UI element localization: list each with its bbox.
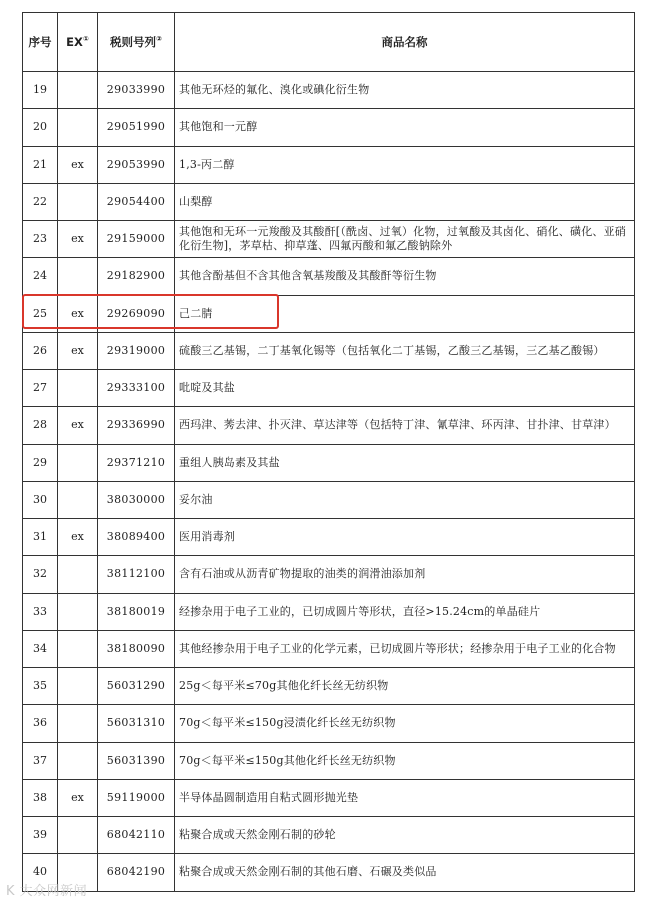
row-tariff-code: 29269090: [98, 295, 175, 332]
row-ex-flag: [58, 258, 98, 295]
row-commodity-name: 妥尔油: [175, 481, 635, 518]
table-row: [23, 109, 635, 146]
header-tariff-code: 税则号列②: [98, 13, 175, 72]
row-tariff-code: 56031390: [98, 742, 175, 779]
row-ex-flag: [58, 742, 98, 779]
header-ex: EX①: [58, 13, 98, 72]
row-ex-flag: [58, 183, 98, 220]
row-tariff-code: 29054400: [98, 183, 175, 220]
row-commodity-name: 半导体晶圆制造用自粘式圆形抛光垫: [175, 779, 635, 816]
table-row: [23, 370, 635, 407]
row-tariff-code: 29319000: [98, 332, 175, 369]
table-row: [23, 593, 635, 630]
row-serial-number: 26: [23, 332, 58, 369]
row-serial-number: 28: [23, 407, 58, 444]
row-ex-flag: ex: [58, 146, 98, 183]
row-commodity-name: 经掺杂用于电子工业的，已切成圆片等形状，直径>15.24cm的单晶硅片: [175, 593, 635, 630]
row-serial-number: 40: [23, 854, 58, 891]
row-tariff-code: 68042190: [98, 854, 175, 891]
table-row: [23, 444, 635, 481]
row-ex-flag: ex: [58, 519, 98, 556]
row-serial-number: 20: [23, 109, 58, 146]
row-commodity-name: 含有石油或从沥青矿物提取的油类的润滑油添加剂: [175, 556, 635, 593]
header-serial-number: 序号: [23, 13, 58, 72]
row-serial-number: 33: [23, 593, 58, 630]
table-header-row: [23, 13, 635, 72]
table-row: [23, 407, 635, 444]
row-ex-flag: [58, 556, 98, 593]
row-commodity-name: 硫酸三乙基锡，二丁基氧化锡等（包括氧化二丁基锡，乙酸三乙基锡，三乙基乙酸锡）: [175, 332, 635, 369]
row-tariff-code: 29336990: [98, 407, 175, 444]
row-ex-flag: ex: [58, 332, 98, 369]
row-commodity-name: 1,3-丙二醇: [175, 146, 635, 183]
row-serial-number: 38: [23, 779, 58, 816]
row-tariff-code: 29033990: [98, 72, 175, 109]
table-row: [23, 183, 635, 220]
row-serial-number: 39: [23, 817, 58, 854]
row-serial-number: 36: [23, 705, 58, 742]
row-serial-number: 19: [23, 72, 58, 109]
row-serial-number: 30: [23, 481, 58, 518]
row-tariff-code: 29159000: [98, 221, 175, 258]
row-ex-flag: ex: [58, 221, 98, 258]
row-commodity-name: 吡啶及其盐: [175, 370, 635, 407]
row-ex-flag: [58, 444, 98, 481]
row-serial-number: 32: [23, 556, 58, 593]
row-tariff-code: 38030000: [98, 481, 175, 518]
row-commodity-name: 70g＜每平米≤150g浸渍化纤长丝无纺织物: [175, 705, 635, 742]
row-serial-number: 27: [23, 370, 58, 407]
row-commodity-name: 粘聚合成或天然金刚石制的其他石磨、石碾及类似品: [175, 854, 635, 891]
table-row: [23, 817, 635, 854]
row-commodity-name: 西玛津、莠去津、扑灭津、草达津等（包括特丁津、氰草津、环丙津、甘扑津、甘草津）: [175, 407, 635, 444]
tariff-table: [22, 12, 635, 892]
row-commodity-name: 其他含酚基但不含其他含氧基羧酸及其酸酐等衍生物: [175, 258, 635, 295]
row-commodity-name: 其他无环烃的氟化、溴化或碘化衍生物: [175, 72, 635, 109]
header-ex-note: ①: [82, 35, 89, 44]
table-row-highlighted: [23, 295, 635, 332]
row-ex-flag: ex: [58, 779, 98, 816]
row-commodity-name: 医用消毒剂: [175, 519, 635, 556]
row-commodity-name: 粘聚合成或天然金刚石制的砂轮: [175, 817, 635, 854]
table-row: [23, 481, 635, 518]
row-ex-flag: [58, 72, 98, 109]
table-row: [23, 705, 635, 742]
row-ex-flag: [58, 705, 98, 742]
row-tariff-code: 56031290: [98, 668, 175, 705]
row-ex-flag: [58, 630, 98, 667]
row-ex-flag: [58, 109, 98, 146]
row-commodity-name: 25g＜每平米≤70g其他化纤长丝无纺织物: [175, 668, 635, 705]
row-tariff-code: 59119000: [98, 779, 175, 816]
table-row: [23, 146, 635, 183]
row-tariff-code: 29371210: [98, 444, 175, 481]
row-serial-number: 31: [23, 519, 58, 556]
row-serial-number: 34: [23, 630, 58, 667]
row-serial-number: 21: [23, 146, 58, 183]
row-tariff-code: 29053990: [98, 146, 175, 183]
row-tariff-code: 38180090: [98, 630, 175, 667]
row-commodity-name: 山梨醇: [175, 183, 635, 220]
row-serial-number: 37: [23, 742, 58, 779]
row-commodity-name: 70g＜每平米≤150g其他化纤长丝无纺织物: [175, 742, 635, 779]
row-ex-flag: ex: [58, 407, 98, 444]
row-tariff-code: 29333100: [98, 370, 175, 407]
row-tariff-code: 38089400: [98, 519, 175, 556]
row-tariff-code: 68042110: [98, 817, 175, 854]
table-row: [23, 854, 635, 891]
row-ex-flag: [58, 370, 98, 407]
table-row: [23, 519, 635, 556]
row-serial-number: 24: [23, 258, 58, 295]
table-row: [23, 556, 635, 593]
table-row: [23, 258, 635, 295]
table-row: [23, 668, 635, 705]
row-commodity-name: 重组人胰岛素及其盐: [175, 444, 635, 481]
row-tariff-code: 38180019: [98, 593, 175, 630]
row-ex-flag: [58, 593, 98, 630]
table-row: [23, 332, 635, 369]
table-row: [23, 72, 635, 109]
row-serial-number: 22: [23, 183, 58, 220]
watermark-logo: K 大众网新闻: [6, 884, 88, 899]
table-row: [23, 630, 635, 667]
table-row: [23, 779, 635, 816]
header-commodity-name: 商品名称: [175, 13, 635, 72]
table-row: [23, 221, 635, 258]
table-body: [23, 72, 635, 892]
row-ex-flag: [58, 817, 98, 854]
row-ex-flag: ex: [58, 295, 98, 332]
row-commodity-name: 其他饱和无环一元羧酸及其酸酐[（酰卤、过氧）化物，过氧酸及其卤化、硝化、磺化、亚硝化衍生物]，茅草枯、抑草蓬、四氟丙酸和氟乙酸钠除外: [175, 221, 635, 258]
row-tariff-code: 56031310: [98, 705, 175, 742]
row-serial-number: 25: [23, 295, 58, 332]
row-tariff-code: 38112100: [98, 556, 175, 593]
table-row: [23, 742, 635, 779]
row-tariff-code: 29051990: [98, 109, 175, 146]
row-serial-number: 35: [23, 668, 58, 705]
header-code-note: ②: [156, 35, 162, 44]
row-ex-flag: [58, 668, 98, 705]
row-tariff-code: 29182900: [98, 258, 175, 295]
row-commodity-name: 己二腈: [175, 295, 635, 332]
row-commodity-name: 其他经掺杂用于电子工业的化学元素，已切成圆片等形状；经掺杂用于电子工业的化合物: [175, 630, 635, 667]
row-serial-number: 23: [23, 221, 58, 258]
row-commodity-name: 其他饱和一元醇: [175, 109, 635, 146]
row-ex-flag: [58, 481, 98, 518]
row-serial-number: 29: [23, 444, 58, 481]
